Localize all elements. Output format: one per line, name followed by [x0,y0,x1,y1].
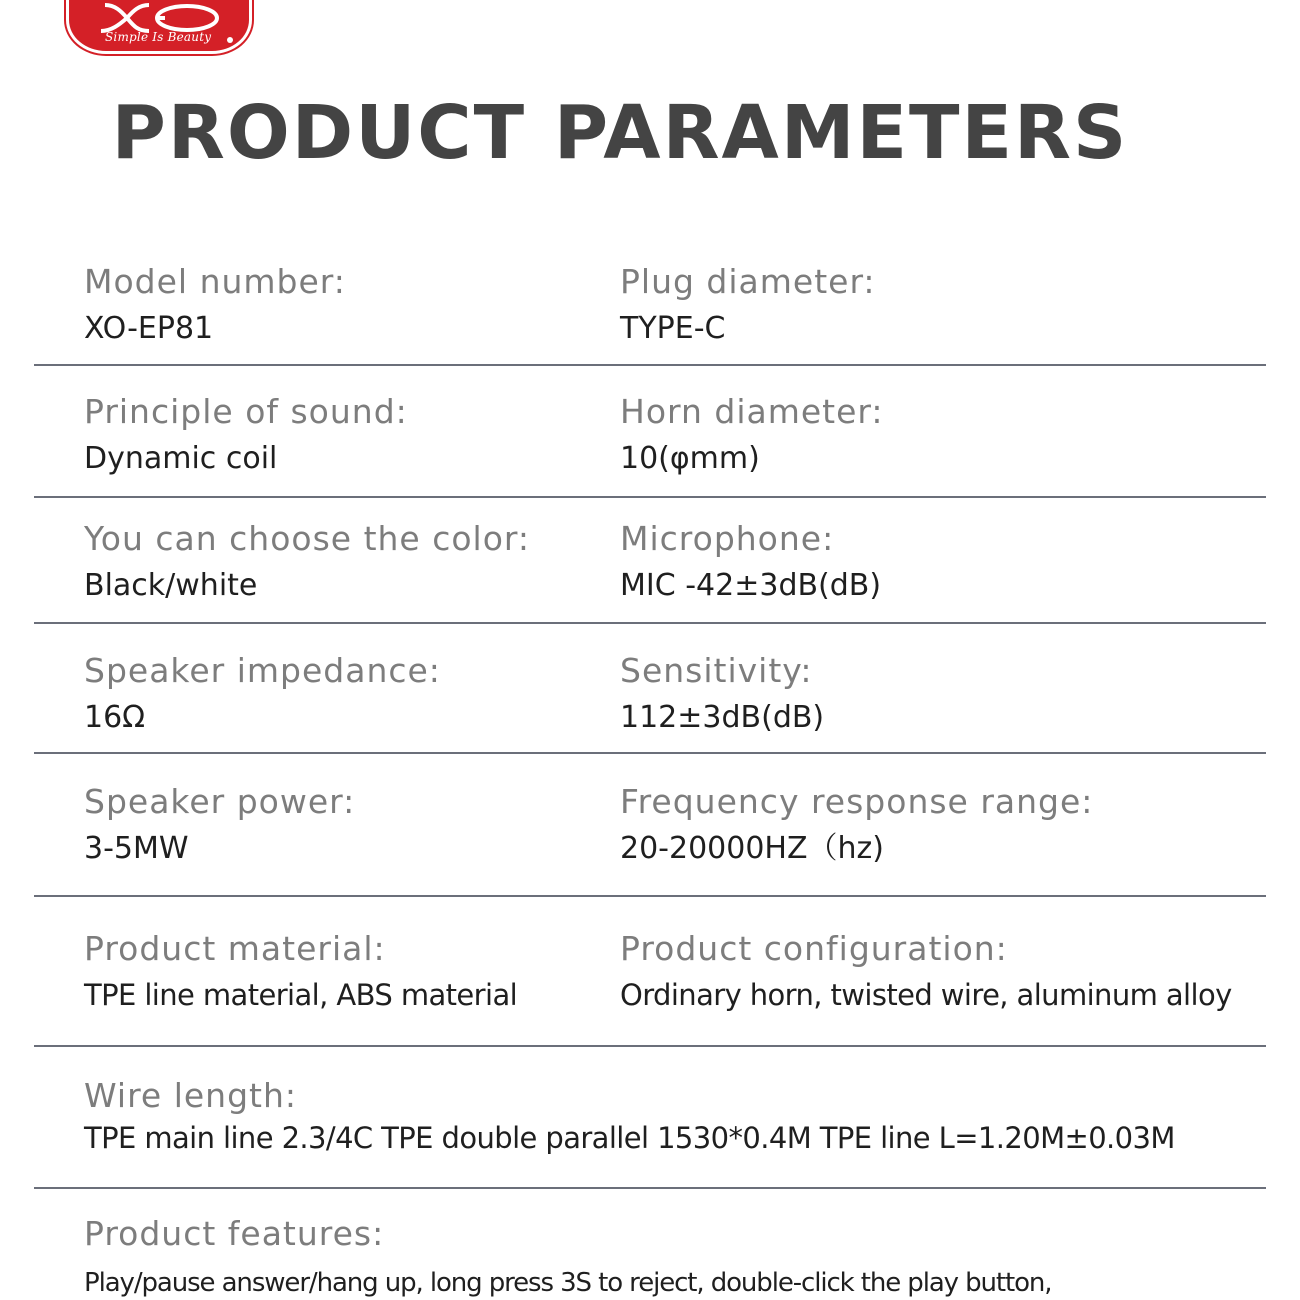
spec-label: Wire length: [84,1076,298,1115]
spec-row-7 [34,1076,1266,1189]
spec-value: Dynamic coil [84,441,278,476]
spec-product-configuration [620,929,1232,1012]
spec-label: Product configuration: [620,929,1008,968]
spec-sensitivity [620,651,825,735]
spec-label: Speaker impedance: [84,651,441,690]
logo-dot [227,37,233,43]
spec-label: Horn diameter: [620,392,884,431]
spec-value: TPE main line 2.3/4C TPE double parallel 1530*0.4M TPE line L=1.20M±0.03M [84,1121,1175,1155]
spec-speaker-power [84,782,356,866]
spec-horn-diameter [620,392,884,476]
spec-color [84,519,531,603]
spec-label: You can choose the color: [84,519,531,558]
spec-product-material [84,929,518,1012]
spec-value: 10(φmm) [620,441,760,476]
spec-wire-length [84,1076,1175,1155]
spec-value: Play/pause answer/hang up, long press 3S to reject, double-click the play button, [84,1268,1052,1298]
spec-value: Black/white [84,568,258,603]
spec-value: TYPE-C [620,311,726,346]
spec-product-features [84,1214,1052,1298]
spec-label: Product material: [84,929,386,968]
xo-brand-logo [66,0,252,54]
spec-row-5 [34,782,1266,897]
spec-value: 112±3dB(dB) [620,700,825,735]
spec-value: MIC -42±3dB(dB) [620,568,882,603]
spec-value: XO-EP81 [84,311,214,346]
brand-slogan: Simple Is Beauty [105,30,212,44]
spec-label: Frequency response range: [620,782,1094,821]
spec-label: Speaker power: [84,782,356,821]
spec-label: Plug diameter: [620,262,876,301]
spec-value: TPE line material, ABS material [84,978,518,1012]
spec-value: 20-20000HZ（hz) [620,831,885,866]
spec-speaker-impedance [84,651,441,735]
spec-label: Product features: [84,1214,385,1253]
spec-label: Model number: [84,262,346,301]
spec-row-3 [34,519,1266,624]
page-title: PRODUCT PARAMETERS [111,90,1129,176]
spec-row-4 [34,651,1266,754]
spec-value: Ordinary horn, twisted wire, aluminum alloy [620,978,1232,1012]
spec-model-number [84,262,346,346]
spec-row-6 [34,929,1266,1047]
spec-row-8 [34,1214,1266,1300]
spec-row-2 [34,392,1266,498]
spec-label: Microphone: [620,519,835,558]
spec-label: Principle of sound: [84,392,408,431]
spec-frequency-response [620,782,1094,866]
spec-microphone [620,519,882,603]
spec-row-1 [34,262,1266,366]
spec-principle-of-sound [84,392,408,476]
spec-plug-diameter [620,262,876,346]
spec-value: 3-5MW [84,831,189,866]
spec-value: 16Ω [84,700,146,735]
spec-label: Sensitivity: [620,651,813,690]
